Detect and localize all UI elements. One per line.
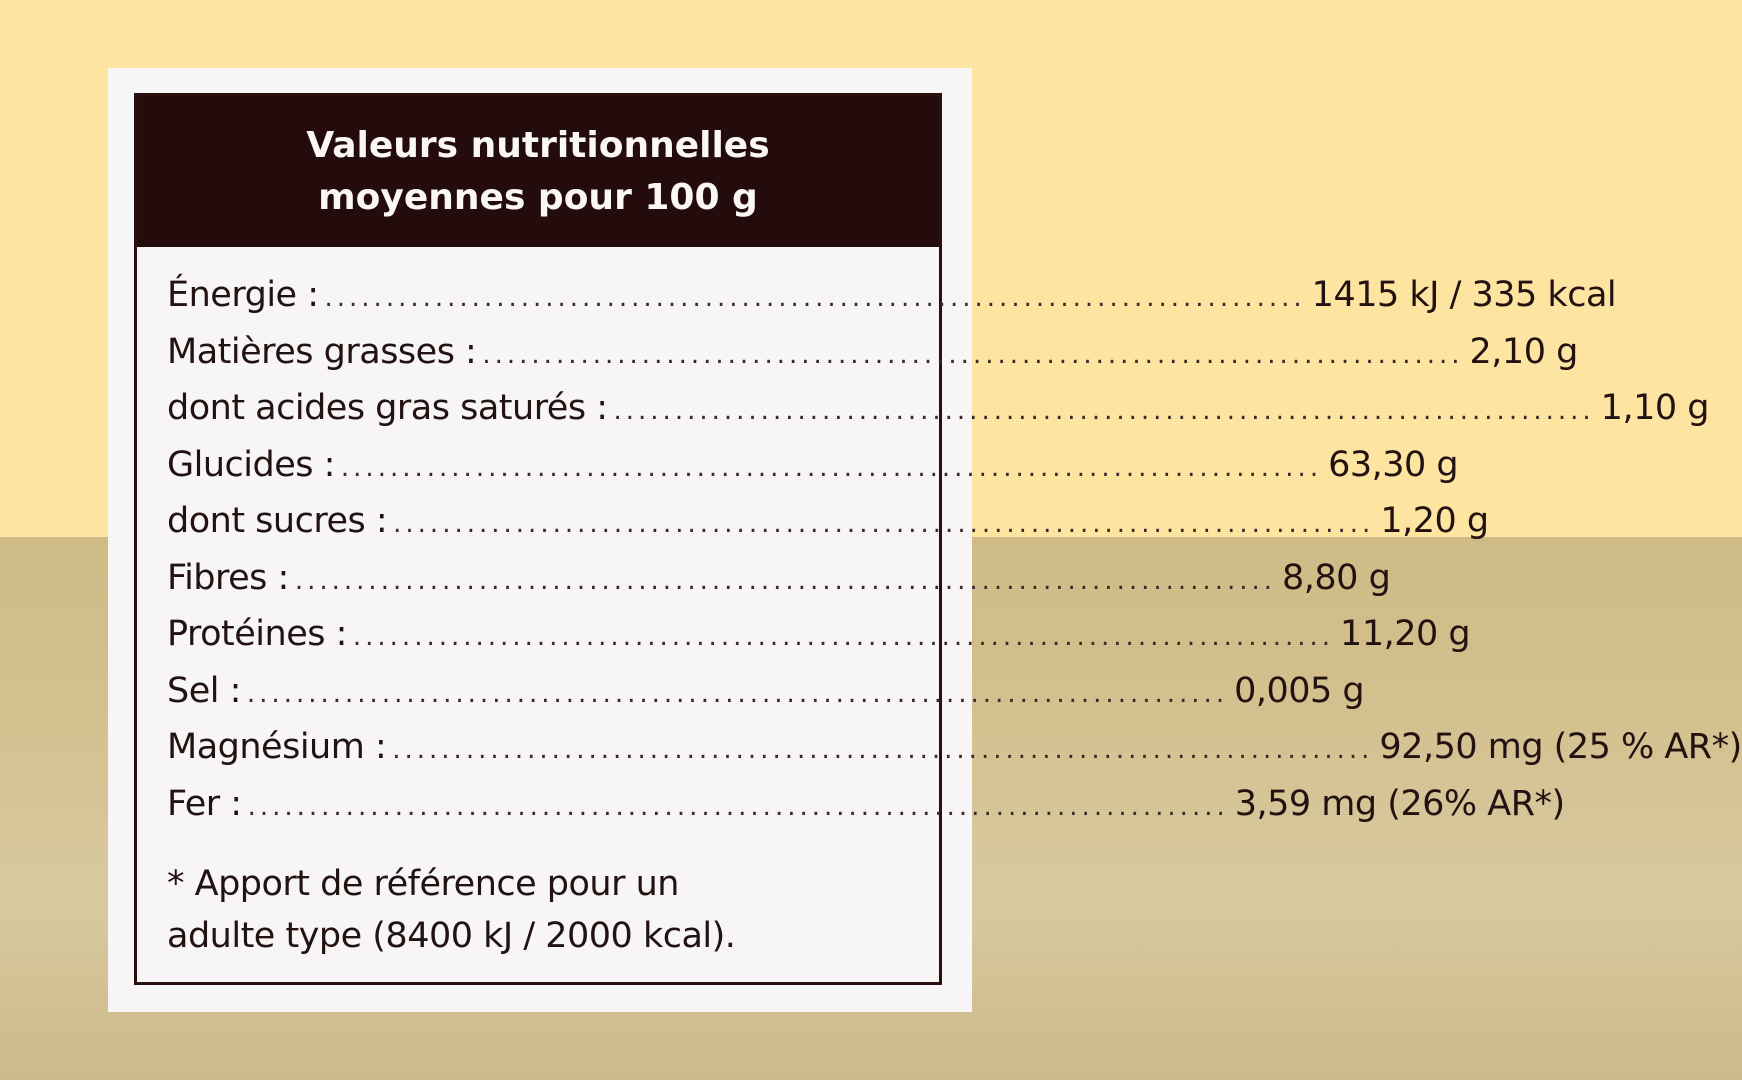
row-value: 63,30 g: [1328, 444, 1459, 485]
dot-leader: ................................................................................: [613, 396, 1595, 426]
nutrition-row: [167, 444, 1459, 502]
dot-leader: ................................................................................: [340, 452, 1323, 483]
row-label: Fibres :: [167, 557, 289, 598]
nutrition-row: [167, 501, 1489, 558]
row-value: 1415 kJ / 335 kcal: [1311, 275, 1617, 315]
row-label: Fer :: [167, 783, 242, 824]
nutrition-row: [167, 557, 1391, 615]
row-label: Glucides :: [167, 444, 335, 485]
row-label: Énergie :: [167, 275, 319, 315]
nutrition-rows: [137, 247, 1742, 840]
footnote-line1: * Apport de référence pour un: [167, 864, 679, 904]
row-label: Protéines :: [167, 614, 347, 654]
row-value: 0,005 g: [1234, 670, 1365, 711]
nutrition-row: [167, 275, 1617, 332]
nutrition-row: [167, 783, 1565, 841]
row-value: 92,50 mg (25 % AR*): [1379, 727, 1742, 767]
row-value: 11,20 g: [1340, 614, 1471, 654]
dot-leader: ................................................................................: [482, 339, 1464, 370]
nutrition-row: [167, 388, 1709, 445]
header-title-line1: Valeurs nutritionnelles: [306, 124, 770, 166]
nutrition-row: [167, 614, 1471, 671]
dot-leader: ................................................................................: [246, 678, 1229, 709]
row-label: dont acides gras saturés :: [167, 388, 608, 428]
dot-leader: ................................................................................: [392, 735, 1374, 765]
row-value: 3,59 mg (26% AR*): [1234, 783, 1565, 824]
dot-leader: ................................................................................: [247, 791, 1229, 822]
nutrition-card: [108, 68, 1742, 1012]
footnote-line2: adulte type (8400 kJ / 2000 kcal).: [167, 916, 736, 956]
dot-leader: ................................................................................: [294, 565, 1277, 596]
footnote: [167, 858, 906, 962]
nutrition-table: [134, 93, 1742, 985]
row-label: Magnésium :: [167, 727, 387, 767]
header-title-line2: moyennes pour 100 g: [318, 176, 758, 218]
row-value: 8,80 g: [1282, 557, 1391, 598]
nutrition-row: [167, 727, 1742, 784]
dot-leader: ................................................................................: [352, 622, 1335, 652]
row-label: Matières grasses :: [167, 331, 477, 372]
nutrition-row: [167, 670, 1365, 728]
row-value: 1,10 g: [1600, 388, 1709, 428]
table-header: [137, 96, 939, 247]
nutrition-row: [167, 331, 1578, 389]
row-value: 1,20 g: [1380, 501, 1489, 541]
row-value: 2,10 g: [1469, 331, 1578, 372]
dot-leader: ................................................................................: [324, 283, 1306, 313]
row-label: dont sucres :: [167, 501, 388, 541]
dot-leader: ................................................................................: [393, 509, 1375, 539]
row-label: Sel :: [167, 670, 241, 711]
